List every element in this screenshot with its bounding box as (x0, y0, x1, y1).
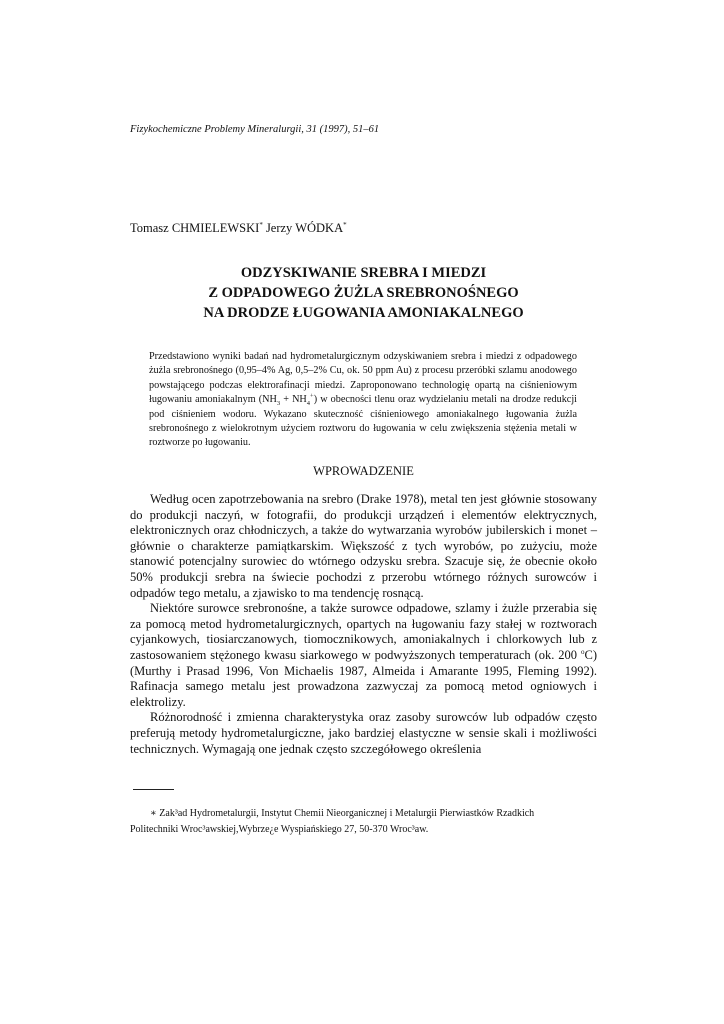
author-footnote-mark: * (343, 221, 347, 229)
paragraph-2-text-a: Niektóre surowce srebronośne, a także surowce odpadowe, szlamy i żużle przerabia się za pomocą metod hydrometalurgicznych, opartych na ługowaniu fazy stałej w roztworach cyjankowych, tiosiarczanowych, tiomocznikowych, amoniakalnych i chlorkowych lub z zastosowaniem stężonego kwasu siarkowego w podwyższonych temperaturach (ok. 200 (130, 601, 597, 662)
author-footnote-mark: * (259, 221, 263, 229)
footnote-line-2: Politechniki Wroc³awskiej,Wybrze¿e Wyspiańskiego 27, 50-370 Wroc³aw. (130, 824, 429, 835)
section-heading: WPROWADZENIE (313, 464, 414, 478)
journal-header: Fizykochemiczne Problemy Mineralurgii, 31 (1997), 51–61 (130, 124, 380, 135)
author-chmielewski: Tomasz CHMIELEWSKI (130, 221, 260, 235)
paragraph-3: Różnorodność i zmienna charakterystyka oraz zasoby surowców lub odpadów często preferują metody hydrometalurgiczne, jako bardziej elastyczne w sensie skali i możliwości technicznych. Wymagają one jednak często szczegółowego określenia (130, 710, 597, 756)
abstract-subscript: 4 (306, 400, 311, 408)
title-line-2: Z ODPADOWEGO ŻUŻLA SREBRONOŚNEGO (208, 285, 519, 301)
author-line (130, 221, 347, 236)
abstract-subscript: 3 (276, 400, 281, 408)
abstract-text-2: + NH (280, 394, 307, 406)
degree-mark: o (581, 647, 585, 656)
paragraph-1: Według ocen zapotrzebowania na srebro (Drake 1978), metal ten jest głównie stosowany do produkcji naczyń, w fotografii, do produkcji urządzeń i elementów elektrycznych, elektronicznych oraz chłodniczych, a także do wytwarzania wyrobów jubilerskich i monet – głównie o charakterze pamiątkarskim. Większość z tych wyrobów, po zużyciu, może stanowić potencjalny surowiec do wtórnego odzysku srebra. Szacuje się, że obecnie około 50% produkcji srebra na świecie pochodzi z przerobu wtórnego różnych surowców i odpadów tego metalu, a zjawisko to ma tendencję rosnącą. (130, 492, 597, 600)
abstract-superscript: + (310, 392, 314, 400)
author-wodka: Jerzy WÓDKA (262, 221, 344, 235)
title-line-3: NA DRODZE ŁUGOWANIA AMONIAKALNEGO (203, 305, 524, 321)
abstract-text-1: Przedstawiono wyniki badań nad hydrometalurgicznym odzyskiwaniem srebra i miedzi z odpadowego żużla srebronośnego (0,95–4% Ag, 0,5–2% Cu, ok. 50 ppm Au) z procesu przeróbki szlamu anodowego powstającego podczas elektrorafinacji miedzi. Zaproponowano technologię opartą na ciśnieniowym ługowaniu amoniakalnym (NH (149, 351, 577, 406)
body-text (130, 492, 597, 757)
footnote (130, 806, 597, 838)
abstract (149, 350, 577, 451)
paragraph-2-text-b: C) (Murthy i Prasad 1996, Von Michaelis 1987, Almeida i Amarante 1995, Fleming 1992). Rafinacja samego metalu jest prowadzona zazwyczaj za pomocą metod ogniowych i elektrolizy. (130, 647, 597, 709)
paragraph-2 (130, 601, 597, 710)
title-line-1: ODZYSKIWANIE SREBRA I MIEDZI (240, 265, 487, 281)
paper-title (130, 263, 597, 323)
abstract-text-3: ) w obecności tlenu oraz wydzielaniu metali na drodze redukcji pod ciśnieniem wodoru. Wykazano skuteczność ciśnieniowego amoniakalnego ługowania żużla srebronośnego z wielokrotnym użyciem roztworu do ługowania w celu zwiększenia stężenia metali w roztworze po ługowaniu. (149, 394, 577, 449)
footnote-divider (133, 789, 174, 790)
footnote-line-1: ∗ Zak³ad Hydrometalurgii, Instytut Chemii Nieorganicznej i Metalurgii Pierwiastków Rzadkich (150, 808, 535, 819)
